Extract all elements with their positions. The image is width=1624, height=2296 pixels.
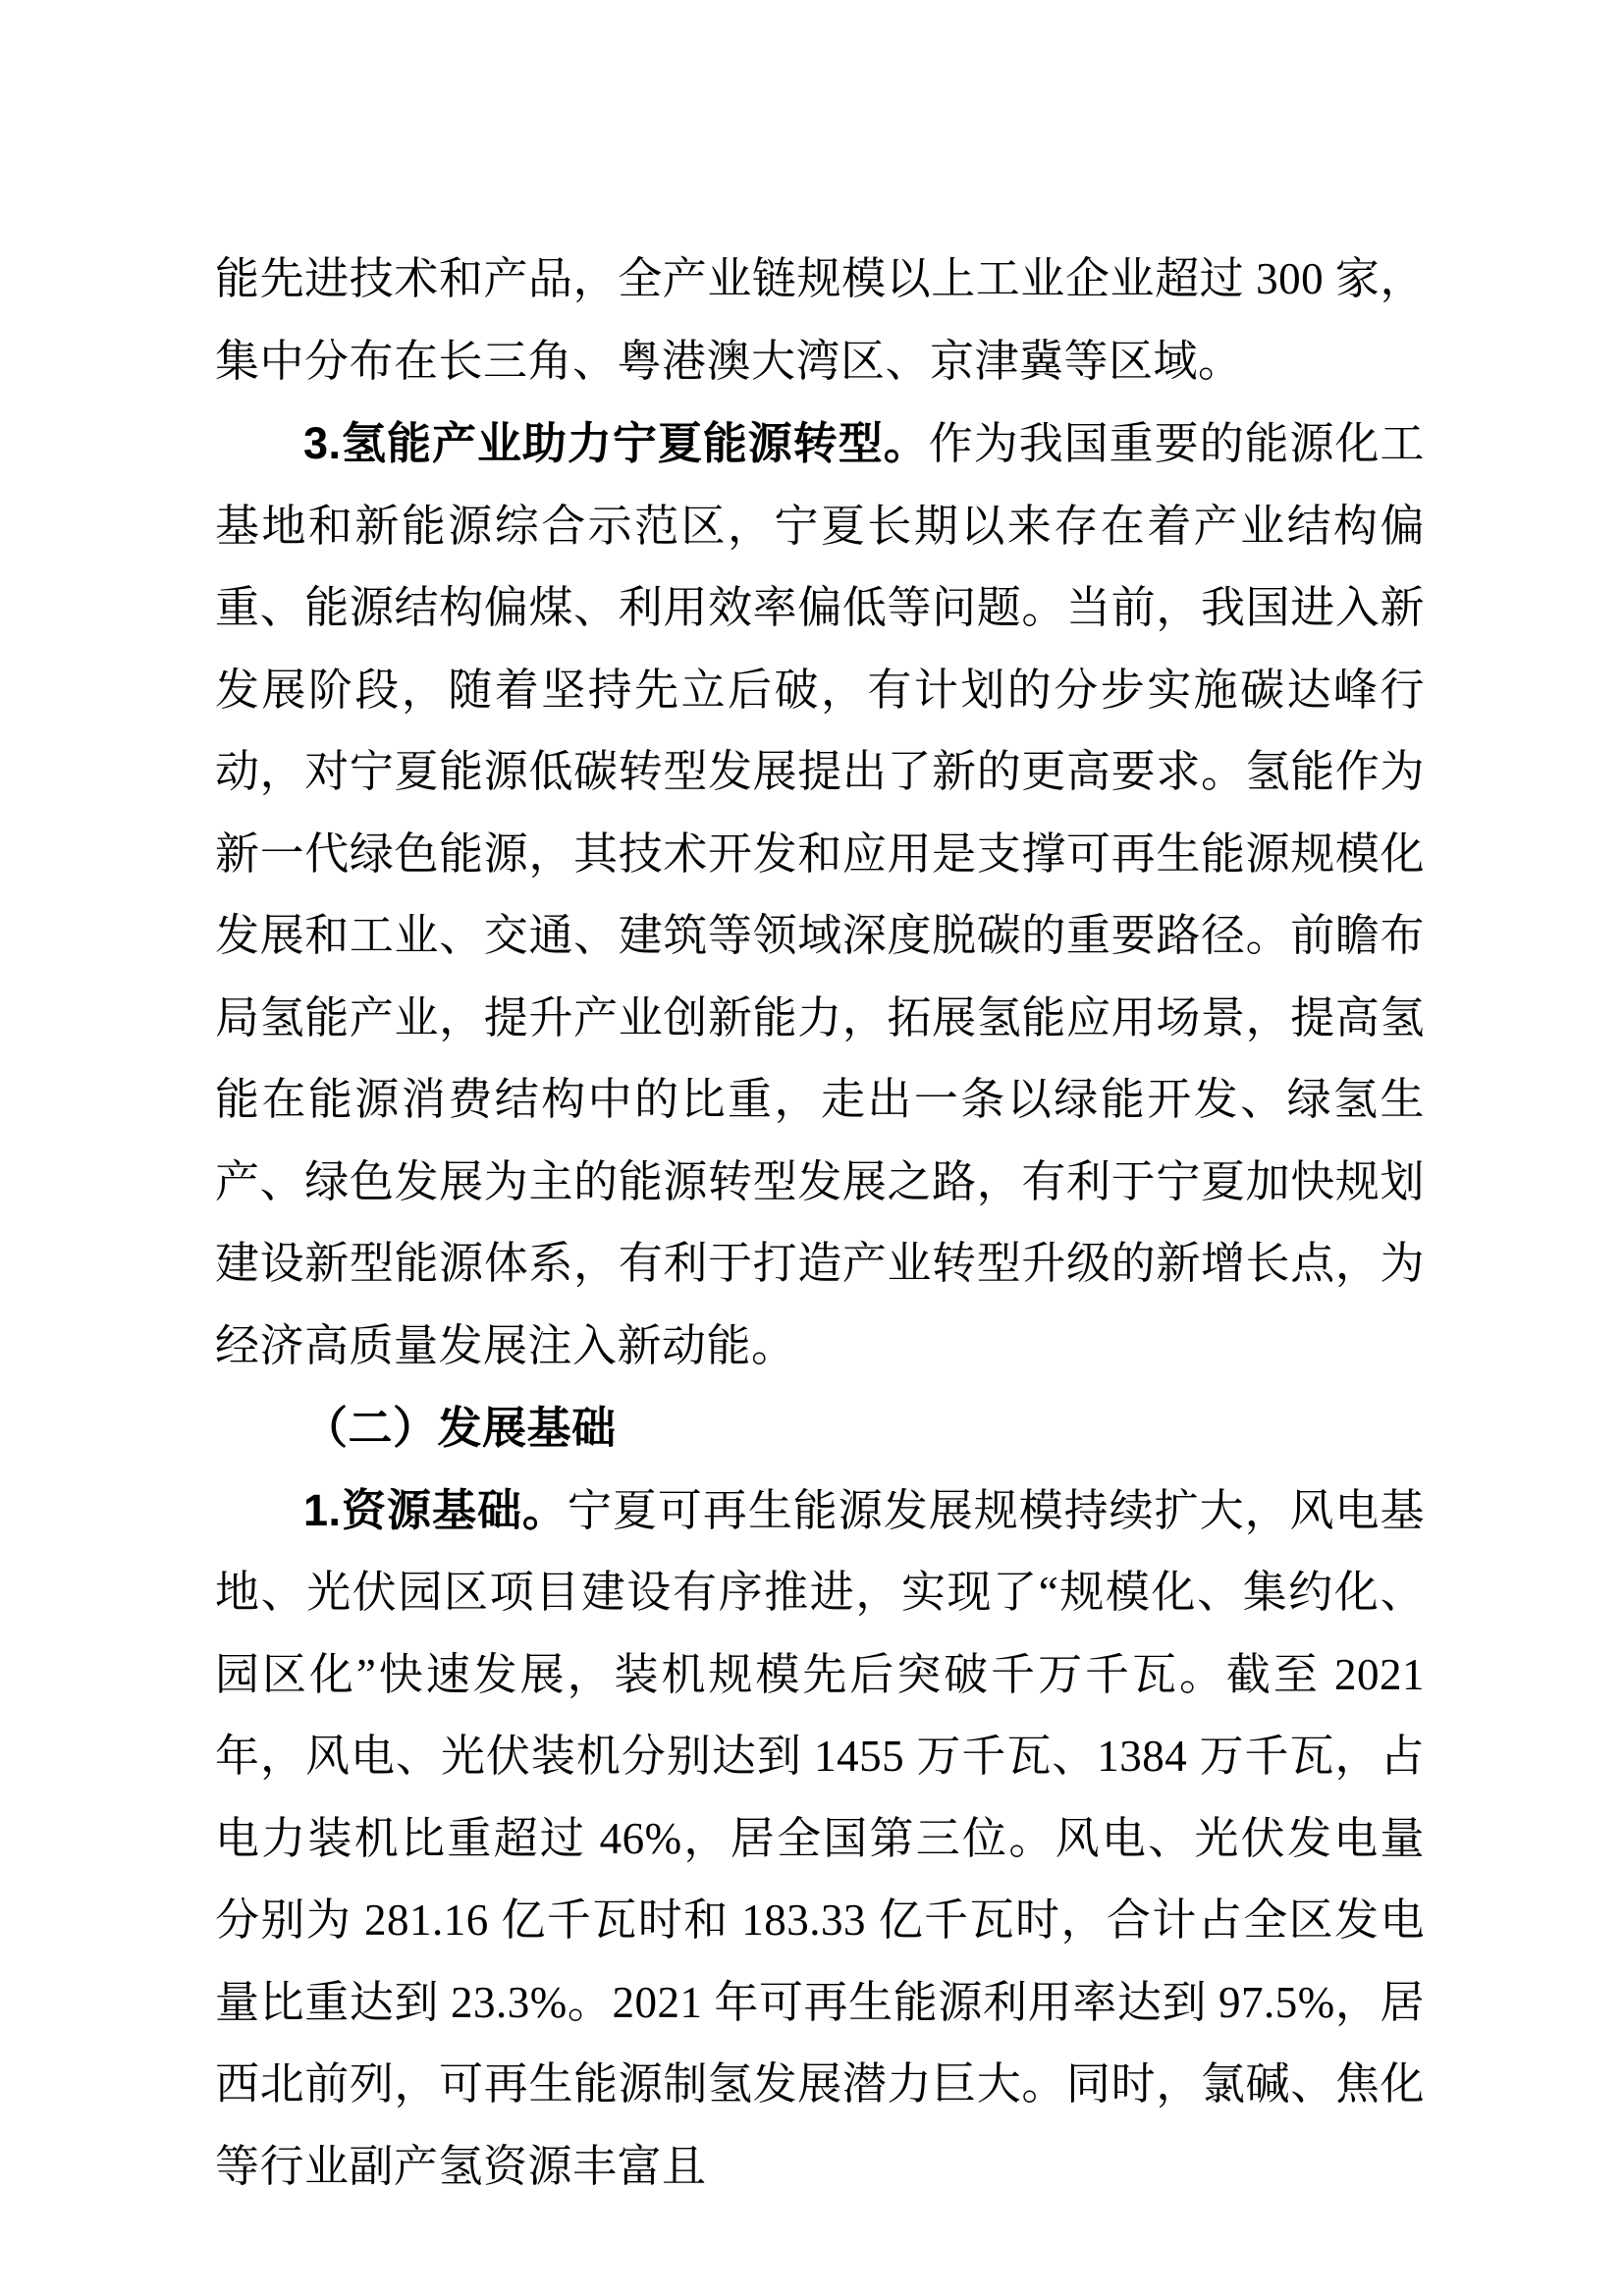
body-text: 能先进技术和产品，全产业链规模以上工业企业超过 300 家，集中分布在长三角、粤港澳大湾区、京津冀等区域。 xyxy=(215,254,1425,386)
paragraph-industry-overview-continuation xyxy=(215,239,1425,402)
bold-lead-text: 1.资源基础。 xyxy=(303,1484,568,1535)
body-text: 作为我国重要的能源化工基地和新能源综合示范区，宁夏长期以来存在着产业结构偏重、能源结构偏煤、利用效率偏低等问题。当前，我国进入新发展阶段，随着坚持先立后破，有计划的分步实施碳达峰行动，对宁夏能源低碳转型发展提出了新的更高要求。氢能作为新一代绿色能源，其技术开发和应用是支撑可再生能源规模化发展和工业、交通、建筑等领域深度脱碳的重要路径。前瞻布局氢能产业，提升产业创新能力，拓展氢能应用场景，提高氢能在能源消费结构中的比重，走出一条以绿能开发、绿氢生产、绿色发展为主的能源转型发展之路，有利于宁夏加快规划建设新型能源体系，有利于打造产业转型升级的新增长点，为经济高质量发展注入新动能。 xyxy=(215,419,1425,1370)
paragraph-resource-foundation xyxy=(215,1469,1425,2209)
bold-lead-text: 3.氢能产业助力宁夏能源转型。 xyxy=(303,418,929,468)
section-heading-development-foundation xyxy=(215,1387,1425,1469)
paragraph-hydrogen-aids-ningxia-energy-transition xyxy=(215,402,1425,1387)
page-text-block xyxy=(215,239,1425,2208)
body-text: 宁夏可再生能源发展规模持续扩大，风电基地、光伏园区项目建设有序推进，实现了“规模化、集约化、园区化”快速发展，装机规模先后突破千万千瓦。截至 2021 年，风电、光伏装机分别达到 1455 万千瓦、1384 万千瓦，占电力装机比重超过 46%，居全国第三位。风电、光伏发电量分别为 281.16 亿千瓦时和 183.33 亿千瓦时，合计占全区发电量比重达到 23.3%。2021 年可再生能源利用率达到 97.5%，居西北前列，可再生能源制氢发展潜力巨大。同时，氯碱、焦化等行业副产氢资源丰富且 xyxy=(215,1485,1425,2191)
heading-text: （二）发展基础 xyxy=(303,1402,617,1454)
